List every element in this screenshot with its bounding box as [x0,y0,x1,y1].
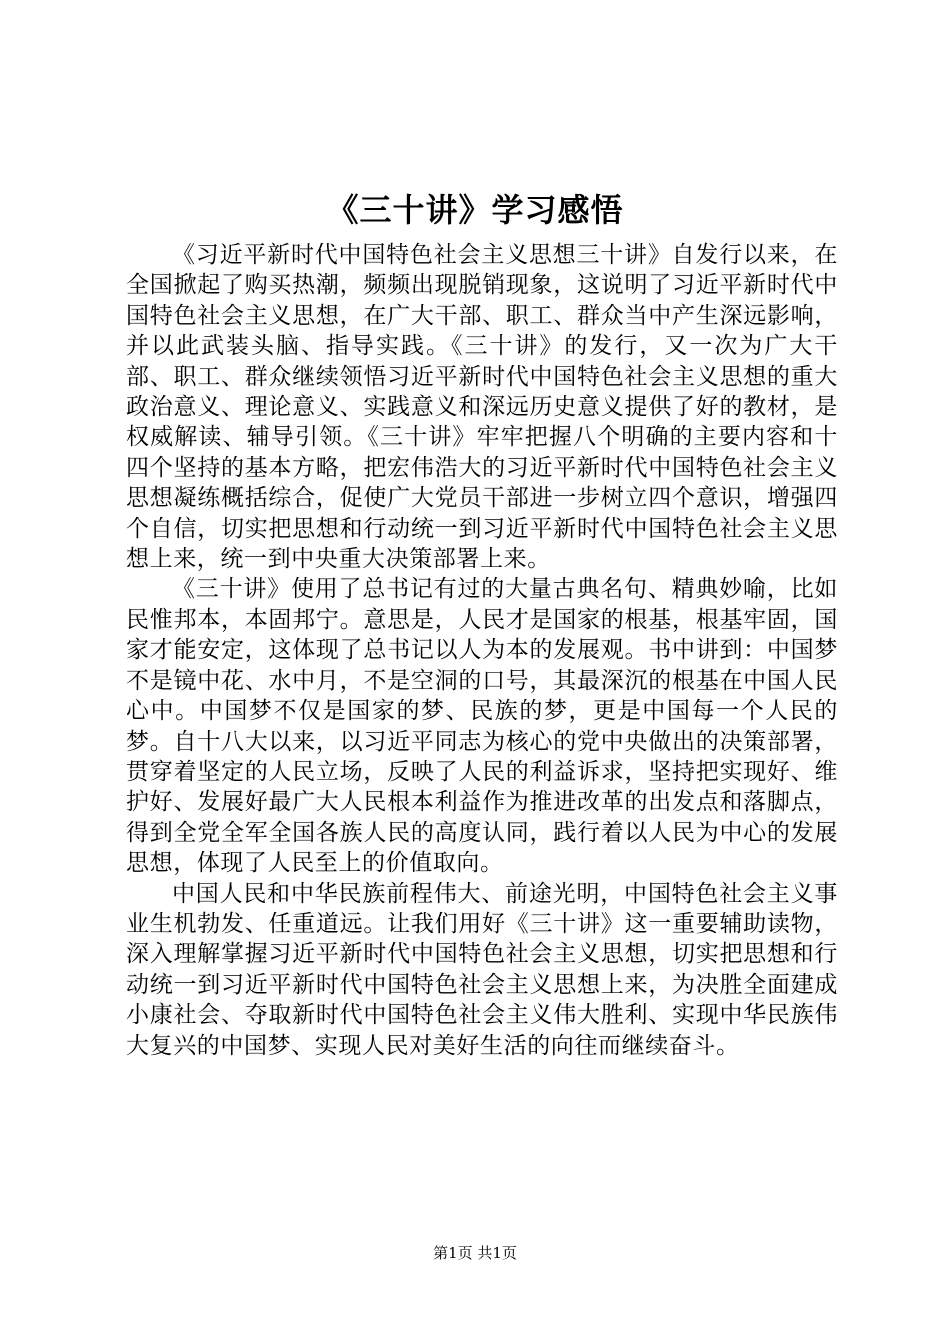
document-title: 《三十讲》学习感悟 [326,191,624,229]
paragraph-1: 《习近平新时代中国特色社会主义思想三十讲》自发行以来，在全国掀起了购买热潮，频频出现脱销现象，这说明了习近平新时代中国特色社会主义思想，在广大干部、职工、群众当中产生深远影响，并以此武装头脑、指导实践。《三十讲》的发行，又一次为广大干部、职工、群众继续领悟习近平新时代中国特色社会主义思想的重大政治意义、理论意义、实践意义和深远历史意义提供了好的教材，是权威解读、辅导引领。《三十讲》牢牢把握八个明确的主要内容和十四个坚持的基本方略，把宏伟浩大的习近平新时代中国特色社会主义思想凝练概括综合，促使广大党员干部进一步树立四个意识，增强四个自信，切实把思想和行动统一到习近平新时代中国特色社会主义思想上来，统一到中央重大决策部署上来。 [126,242,838,573]
paragraph-2: 《三十讲》使用了总书记有过的大量古典名句、精典妙喻，比如民惟邦本，本固邦宁。意思是，人民才是国家的根基，根基牢固，国家才能安定，这体现了总书记以人为本的发展观。书中讲到：中国梦不是镜中花、水中月，不是空洞的口号，其最深沉的根基在中国人民心中。中国梦不仅是国家的梦、民族的梦，更是中国每一个人民的梦。自十八大以来，以习近平同志为核心的党中央做出的决策部署，贯穿着坚定的人民立场，反映了人民的利益诉求，坚持把实现好、维护好、发展好最广大人民根本利益作为推进改革的出发点和落脚点，得到全党全军全国各族人民的高度认同，践行着以人民为中心的发展思想，体现了人民至上的价值取向。 [126,576,838,877]
paragraph-3: 中国人民和中华民族前程伟大、前途光明，中国特色社会主义事业生机勃发、任重道远。让我们用好《三十讲》这一重要辅助读物，深入理解掌握习近平新时代中国特色社会主义思想，切实把思想和行动统一到习近平新时代中国特色社会主义思想上来，为决胜全面建成小康社会、夺取新时代中国特色社会主义伟大胜利、实现中华民族伟大复兴的中国梦、实现人民对美好生活的向往而继续奋斗。 [126,880,838,1059]
page-footer: 第1页 共1页 [433,1244,517,1262]
document-body [126,240,838,1061]
